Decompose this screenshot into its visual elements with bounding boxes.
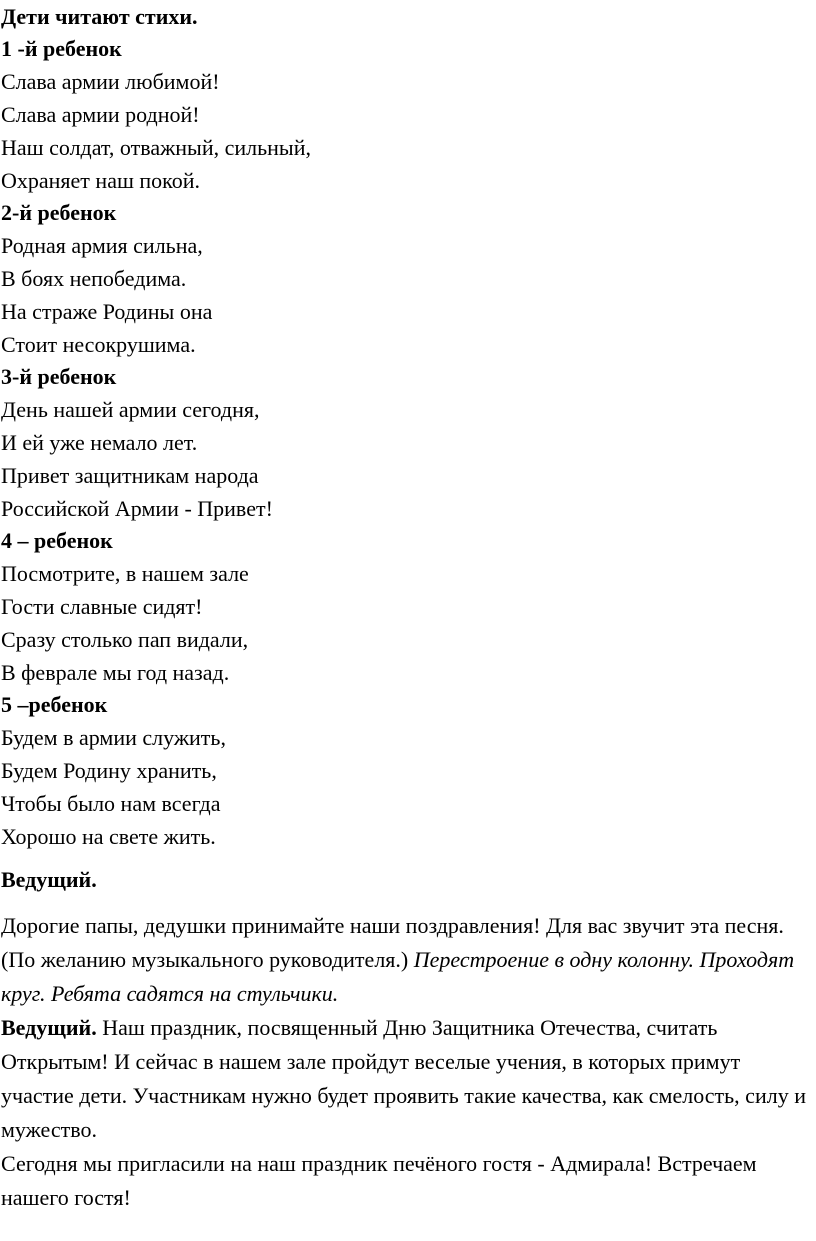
- poem-line: Хорошо на свете жить.: [1, 824, 216, 849]
- stanza-4: [1, 525, 816, 689]
- poem-line: На страже Родины она: [1, 299, 213, 324]
- host-heading: Ведущий.: [1, 867, 97, 892]
- poem-line: Сразу столько пап видали,: [1, 627, 249, 652]
- poem-line: Посмотрите, в нашем зале: [1, 561, 249, 586]
- speaker-label: 4 – ребенок: [1, 528, 113, 553]
- poem-line: Слава армии родной!: [1, 102, 200, 127]
- poem-line: Слава армии любимой!: [1, 69, 220, 94]
- host-intro-paragraph: [1, 909, 813, 1011]
- poem-line: Привет защитникам народа: [1, 463, 259, 488]
- poem-line: Чтобы было нам всегда: [1, 791, 221, 816]
- host-intro-text: Дорогие папы, дедушки принимайте наши поздравления! Для вас звучит эта песня. (По желанию музыкального руководителя.): [1, 913, 784, 972]
- speaker-label: 5 –ребенок: [1, 692, 108, 717]
- poem-line: Российской Армии - Привет!: [1, 496, 273, 521]
- speaker-label: 1 -й ребенок: [1, 36, 122, 61]
- host-speech-paragraph: [1, 1011, 813, 1147]
- poem-line: Будем Родину хранить,: [1, 758, 217, 783]
- host-speech-paragraph-2: Сегодня мы пригласили на наш праздник печёного гостя - Адмирала! Встречаем нашего гостя!: [1, 1151, 757, 1210]
- stanza-2: [1, 197, 816, 361]
- speaker-label: 3-й ребенок: [1, 364, 117, 389]
- poem-line: И ей уже немало лет.: [1, 430, 198, 455]
- stanza-1: [1, 33, 816, 197]
- speaker-label: 2-й ребенок: [1, 200, 117, 225]
- stanza-3: [1, 361, 816, 525]
- host-speech-text: Наш праздник, посвященный Дню Защитника Отечества, считать Открытым! И сейчас в нашем зале пройдут веселые учения, в которых примут участие дети. Участникам нужно будет проявить такие качества, как смелость, силу и мужество.: [1, 1015, 806, 1142]
- poem-line: Родная армия сильна,: [1, 233, 203, 258]
- poem-line: В феврале мы год назад.: [1, 660, 230, 685]
- poem-line: Будем в армии служить,: [1, 725, 226, 750]
- host-label: Ведущий.: [1, 1015, 97, 1040]
- poem-line: В боях непобедима.: [1, 266, 187, 291]
- stage-direction: Перестроение в одну колонну. Проходят круг. Ребята садятся на стульчики.: [1, 947, 795, 1006]
- poem-line: День нашей армии сегодня,: [1, 397, 260, 422]
- poem-line: Наш солдат, отважный, сильный,: [1, 135, 311, 160]
- stanza-5: [1, 689, 816, 853]
- page-title: Дети читают стихи.: [1, 4, 198, 29]
- poem-line: Гости славные сидят!: [1, 594, 203, 619]
- poem-line: Стоит несокрушима.: [1, 332, 196, 357]
- poem-line: Охраняет наш покой.: [1, 168, 201, 193]
